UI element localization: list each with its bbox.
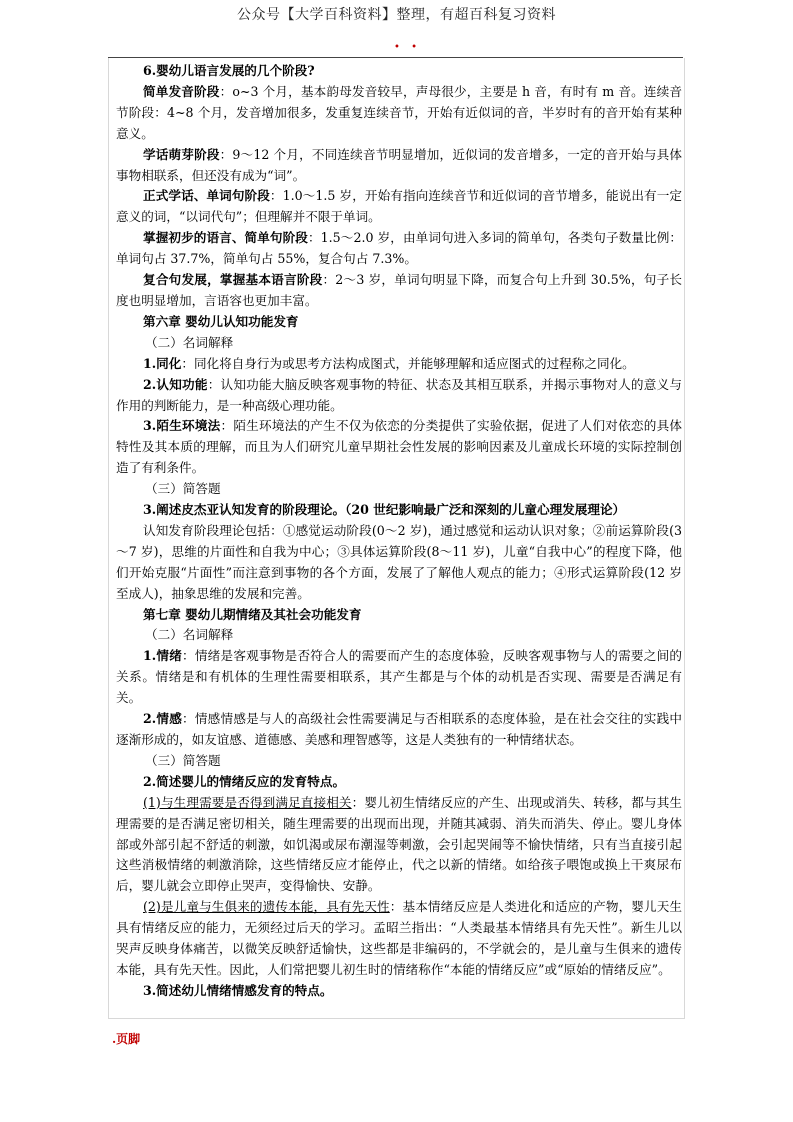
page-footer: .页脚 [112,1032,141,1046]
term-label: 1.情绪 [143,648,183,664]
paragraph [116,270,682,312]
paragraph [116,228,682,270]
paragraph-text: 6.婴幼儿语言发展的几个阶段? [143,63,315,78]
header-dots: • • [394,42,421,53]
paragraph [116,793,682,898]
term-label: 简单发音阶段 [143,83,220,99]
term-label: 掌握初步的语言、简单句阶段 [143,230,308,246]
term-label: 复合句发展，掌握基本语言阶段 [143,272,323,288]
paragraph-text: 认知发育阶段理论包括：①感觉运动阶段(0～2 岁)，通过感觉和运动认识对象；②前运算阶段(3～7 岁)，思维的片面性和自我为中心；③具体运算阶段(8～11 岁)，儿童“自我中心”的程度下降，他们开始克服“片面性”而注意到事物的各个方面，发展了了解他人观点的能力；④形式运算阶段(12 岁至成人)，抽象思维的发展和完善。 [116,522,682,601]
subsection-heading [116,751,682,772]
paragraph-text: 第六章 婴幼儿认知功能发育 [143,313,299,329]
paragraph-text: 2.简述婴儿的情绪反应的发育特点。 [143,773,346,789]
page-header: 公众号【大学百科资料】整理，有超百科复习资料 [237,7,556,23]
section-heading [116,981,682,1002]
subsection-heading [116,479,682,500]
document-body [116,61,682,1002]
paragraph [116,82,682,145]
paragraph-text: ：9～12 个月，不同连续音节明显增加，近似词的发音增多，一定的音开始与具体事物相联系，但还没有成为“词”。 [116,146,683,183]
term-label: 正式学话、单词句阶段 [143,188,270,204]
section-heading [116,772,682,793]
paragraph [116,354,682,375]
term-label: 3.陌生环境法 [143,418,221,434]
paragraph [116,416,682,479]
paragraph-text: ：情绪是客观事物是否符合人的需要而产生的态度体验，反映客观事物与人的需要之间的关系。情绪是和有机体的生理性需要相联系，其产生都是与个体的动机是否实现、需要是否满足有关。 [116,648,682,706]
paragraph [116,375,682,417]
paragraph-text: ：情感情感是与人的高级社会性需要满足与否相联系的态度体验，是在社会交往的实践中逐渐形成的，如友谊感、道德感、美感和理智感等，这是人类独有的一种情绪状态。 [116,711,682,747]
paragraph-text: （三）简答题 [145,752,221,768]
paragraph-text: ：1.5～2.0 岁，由单词句进入多词的简单句，各类句子数量比例：单词句占 37.7%，简单句占 55%，复合句占 7.3%。 [116,230,683,267]
subsection-heading [116,333,682,354]
paragraph-text: 3.简述幼儿情绪情感发育的特点。 [143,982,333,998]
section-heading [116,61,682,82]
paragraph-text: ：婴儿初生情绪反应的产生、出现或消失、转移，都与其生理需要的是否满足密切相关，随生理需要的出现而出现，并随其减弱、消失而消失、停止。婴儿身体部或外部引起不舒适的刺激，如饥渴或尿布潮湿等刺激，会引起哭闹等不愉快情绪，只有当直接引起这些消极情绪的刺激消除，这些情绪反应才能停止，代之以新的情绪。如给孩子喂饱或换上干爽尿布后，婴儿就会立即停止哭声，变得愉快、安静。 [116,794,682,894]
section-heading [116,605,682,626]
paragraph-text: （二）名词解释 [145,334,234,350]
paragraph [116,709,682,751]
term-label: 2.情感 [143,711,183,727]
term-label: 1.同化 [143,355,182,371]
paragraph-text: ：基本情绪反应是人类进化和适应的产物，婴儿天生具有情绪反应的能力，无须经过后天的学习。孟昭兰指出：“人类最基本情绪具有先天性”。新生儿以哭声反映身体痛苦，以微笑反映舒适愉快，这些都是非编码的，不学就会的，是儿童与生俱来的遗传本能，具有先天性。因此，人们常把婴儿初生时的情绪称作“本能的情绪反应”或“原始的情绪反应”。 [116,899,683,977]
paragraph-text: ：o~3 个月，基本韵母发音较早，声母很少，主要是 h 音，有时有 m 音。连续音节阶段：4~8 个月，发音增加很多，发重复连续音节，开始有近似词的音，半岁时有的音开始有某种意义。 [116,83,682,141]
term-label: 学话萌芽阶段 [143,146,220,162]
paragraph-text: 3.阐述皮杰亚认知发育的阶段理论。（20 世纪影响最广泛和深刻的儿童心理发展理论） [143,502,626,518]
paragraph-text: ：陌生环境法的产生不仅为依恋的分类提供了实验依据，促进了人们对依恋的具体特性及其本质的理解，而且为人们研究儿童早期社会性发展的影响因素及儿童成长环境的实际控制创造了有利条件。 [116,418,683,476]
paragraph-text: （二）名词解释 [145,627,234,643]
section-heading [116,500,682,521]
paragraph [116,897,682,981]
paragraph-text: （三）简答题 [145,481,221,497]
paragraph-text: ：2～3 岁，单词句明显下降，而复合句上升到 30.5%，句子长度也明显增加，言语容也更加丰富。 [116,272,683,308]
paragraph-text: ：认知功能大脑反映客观事物的特征、状态及其相互联系，并揭示事物对人的意义与作用的判断能力，是一种高级心理功能。 [116,376,682,413]
paragraph-text: 第七章 婴幼儿期情绪及其社会功能发育 [143,606,362,622]
paragraph [116,646,682,709]
paragraph [116,521,682,605]
paragraph-text: ：1.0～1.5 岁，开始有指向连续音节和近似词的音节增多，能说出有一定意义的词，“以词代句”；但理解并不限于单词。 [116,188,683,225]
paragraph-text: ：同化将自身行为或思考方法构成图式，并能够理解和适应图式的过程称之同化。 [181,355,635,371]
subsection-heading [116,625,682,646]
term-label: 2.认知功能 [143,376,208,392]
underlined-point: (1)与生理需要是否得到满足直接相关 [143,794,352,810]
underlined-point: (2)是儿童与生俱来的遗传本能，具有先天性 [143,899,390,915]
section-heading [116,312,682,333]
paragraph [116,186,682,228]
paragraph [116,145,682,187]
